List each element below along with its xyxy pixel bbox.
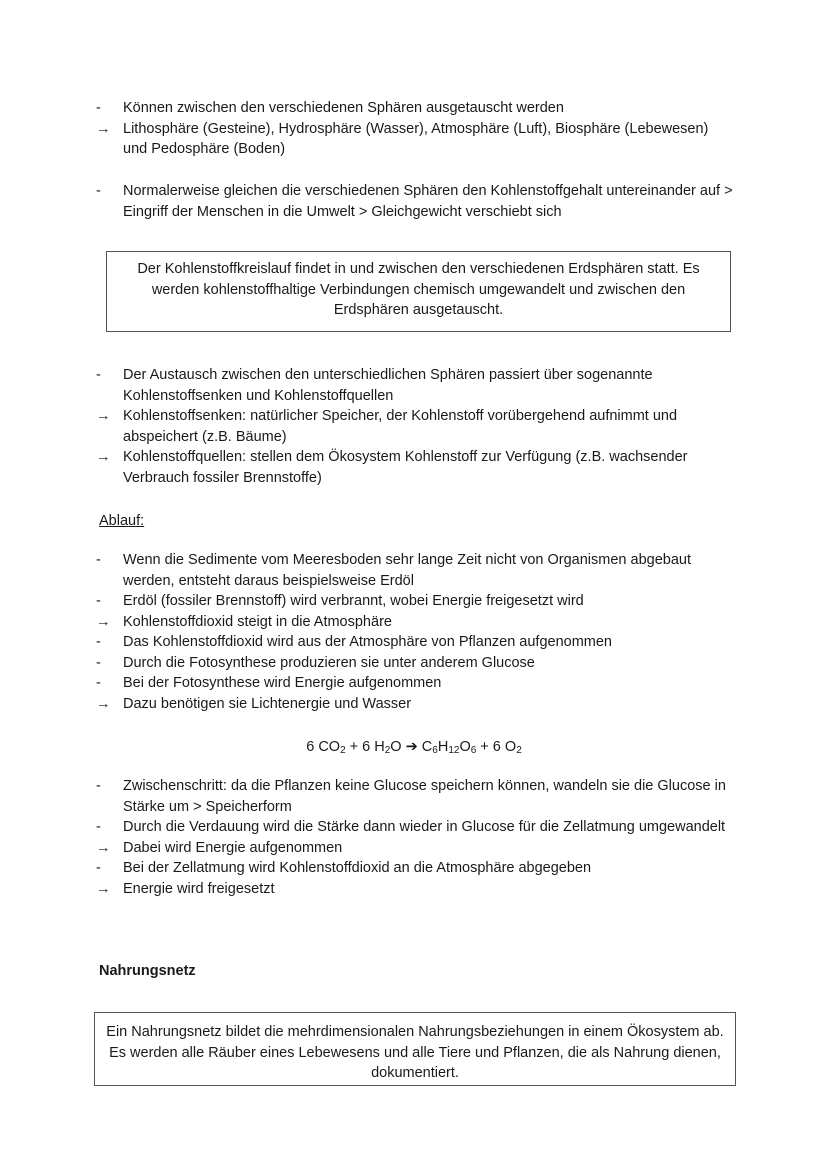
- arrow-icon: →: [96, 839, 111, 856]
- list-item: → Energie wird freigesetzt: [96, 879, 736, 900]
- arrow-icon: →: [96, 120, 111, 137]
- bullet-dash: -: [96, 552, 101, 568]
- reaction-arrow-icon: ➔: [405, 739, 418, 755]
- bullet-list-process: [96, 550, 736, 714]
- list-item: - Bei der Zellatmung wird Kohlenstoffdioxid an die Atmosphäre abgegeben: [96, 858, 736, 879]
- list-item: → Kohlenstoffquellen: stellen dem Ökosystem Kohlenstoff zur Verfügung (z.B. wachsender Verbrauch fossiler Brennstoffe): [96, 447, 736, 488]
- list-item: - Wenn die Sedimente vom Meeresboden sehr lange Zeit nicht von Organismen abgebaut werden, entsteht daraus beispielsweise Erdöl: [96, 550, 736, 591]
- bullet-dash: -: [96, 367, 101, 383]
- list-item: → Lithosphäre (Gesteine), Hydrosphäre (Wasser), Atmosphäre (Luft), Biosphäre (Lebewesen) und Pedosphäre (Boden): [96, 119, 736, 160]
- heading-nahrungsnetz: Nahrungsnetz: [99, 963, 196, 979]
- bullet-list-sinks-sources: [96, 365, 736, 488]
- list-item: - Bei der Fotosynthese wird Energie aufgenommen: [96, 673, 736, 694]
- arrow-icon: →: [96, 449, 111, 465]
- list-item: - Der Austausch zwischen den unterschiedlichen Sphären passiert über sogenannte Kohlenstoffsenken und Kohlenstoffquellen: [96, 365, 736, 406]
- list-item: - Zwischenschritt: da die Pflanzen keine Glucose speichern können, wandeln sie die Glucose in Stärke um > Speicherform: [96, 776, 736, 817]
- list-item: → Dazu benötigen sie Lichtenergie und Wasser: [96, 694, 736, 715]
- photosynthesis-formula: 6 $CO_2 + 6$ $H_2O$ ➔ $C_6H_{12}O_6 + 6$ $O_2$: [306, 739, 522, 756]
- bullet-dash: -: [96, 634, 101, 650]
- bullet-dash: -: [96, 860, 101, 876]
- list-item: → Dabei wird Energie aufgenommen: [96, 838, 736, 859]
- arrow-icon: →: [96, 408, 111, 424]
- list-item: - Durch die Fotosynthese produzieren sie unter anderem Glucose: [96, 653, 736, 674]
- list-item: - Erdöl (fossiler Brennstoff) wird verbrannt, wobei Energie freigesetzt wird: [96, 591, 736, 612]
- arrow-icon: →: [96, 695, 111, 712]
- bullet-dash: -: [96, 654, 101, 671]
- definition-box-food-web: Ein Nahrungsnetz bildet die mehrdimensionalen Nahrungsbeziehungen in einem Ökosystem ab. Es werden alle Räuber eines Lebewesens und alle Tiere und Pflanzen, die als Nahrung dienen, dokumentiert.: [94, 1012, 736, 1086]
- arrow-icon: →: [96, 613, 111, 630]
- bullet-list-balance: [96, 181, 736, 222]
- bullet-list-spheres: [96, 98, 736, 160]
- list-item: - Das Kohlenstoffdioxid wird aus der Atmosphäre von Pflanzen aufgenommen: [96, 632, 736, 653]
- list-item: - Durch die Verdauung wird die Stärke dann wieder in Glucose für die Zellatmung umgewandelt: [96, 817, 736, 838]
- bullet-dash: -: [96, 100, 101, 116]
- bullet-dash: -: [96, 778, 101, 794]
- list-item: - Können zwischen den verschiedenen Sphären ausgetauscht werden: [96, 98, 736, 119]
- list-item: - Normalerweise gleichen die verschiedenen Sphären den Kohlenstoffgehalt untereinander auf > Eingriff der Menschen in die Umwelt > Gleichgewicht verschiebt sich: [96, 181, 736, 222]
- list-item: → Kohlenstoffdioxid steigt in die Atmosphäre: [96, 612, 736, 633]
- list-item: → Kohlenstoffsenken: natürlicher Speicher, der Kohlenstoff vorübergehend aufnimmt und abspeichert (z.B. Bäume): [96, 406, 736, 447]
- bullet-dash: -: [96, 819, 101, 835]
- heading-ablauf: Ablauf:: [99, 513, 145, 529]
- bullet-dash: -: [96, 593, 101, 609]
- arrow-icon: →: [96, 880, 111, 897]
- bullet-dash: -: [96, 675, 101, 691]
- definition-box-carbon-cycle: Der Kohlenstoffkreislauf findet in und zwischen den verschiedenen Erdsphären statt. Es werden kohlenstoffhaltige Verbindungen chemisch umgewandelt und zwischen den Erdsphären ausgetauscht.: [106, 251, 731, 332]
- bullet-dash: -: [96, 183, 101, 199]
- bullet-list-storage: [96, 776, 736, 899]
